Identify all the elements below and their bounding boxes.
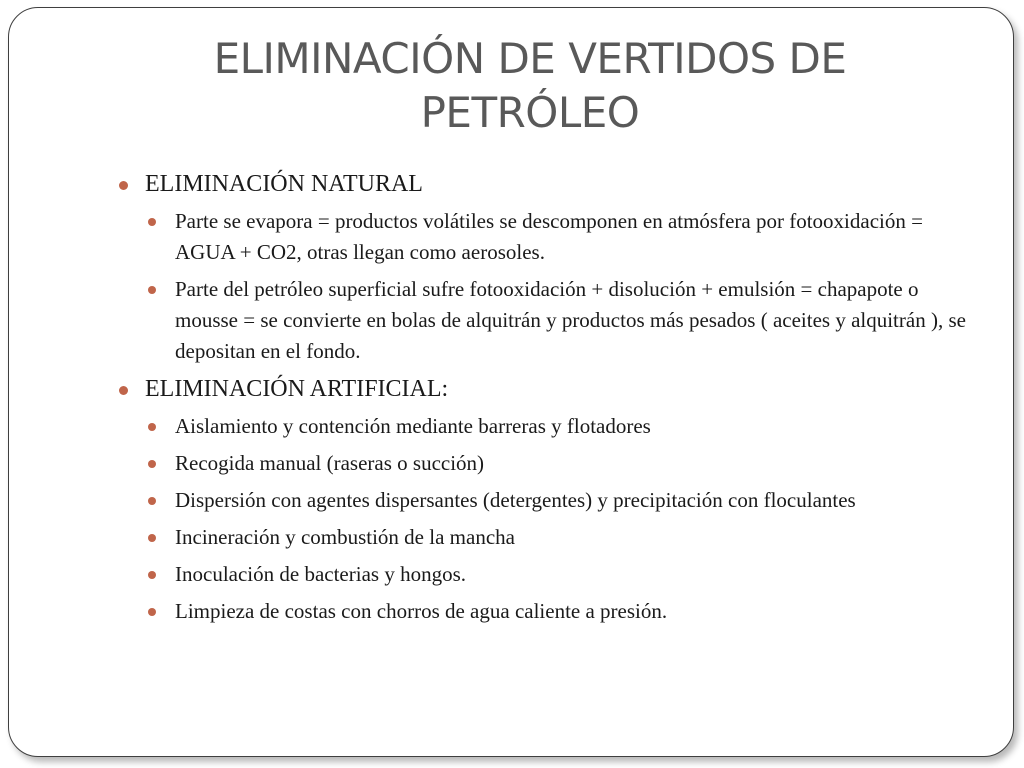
sub-bullet-item xyxy=(118,522,978,553)
sub-bullet-text: Recogida manual (raseras o succión) xyxy=(175,451,485,475)
section-item xyxy=(118,168,978,200)
bullet-dot-icon xyxy=(148,423,156,431)
sub-bullet-text: Parte se evapora = productos volátiles se descomponen en atmósfera por fotooxidación = AGUA + CO2, otras llegan como aerosoles. xyxy=(175,209,923,264)
sub-bullet-item xyxy=(118,411,978,442)
slide-body xyxy=(118,166,978,633)
bullet-dot-icon xyxy=(148,460,156,468)
slide-title xyxy=(150,32,910,140)
bullet-dot-icon xyxy=(148,218,156,226)
sub-bullet-text: Inoculación de bacterias y hongos. xyxy=(175,562,466,586)
sub-bullet-item xyxy=(118,596,978,627)
bullet-sections xyxy=(118,168,978,627)
section-heading: ELIMINACIÓN NATURAL xyxy=(145,171,423,197)
bullet-dot-icon xyxy=(148,571,156,579)
section-heading: ELIMINACIÓN ARTIFICIAL: xyxy=(145,376,449,402)
bullet-dot-icon xyxy=(148,286,156,294)
sub-bullet-text: Incineración y combustión de la mancha xyxy=(175,525,515,549)
bullet-dot-icon xyxy=(148,534,156,542)
slide-title-line: PETRÓLEO xyxy=(420,88,640,137)
sub-bullet-text: Limpieza de costas con chorros de agua caliente a presión. xyxy=(175,599,668,623)
sub-bullet-item xyxy=(118,274,978,367)
bullet-dot-icon xyxy=(119,386,128,395)
bullet-dot-icon xyxy=(119,181,128,190)
sub-bullet-text: Dispersión con agentes dispersantes (detergentes) y precipitación con floculantes xyxy=(175,488,856,512)
sub-bullet-item xyxy=(118,206,978,268)
section-item xyxy=(118,373,978,405)
bullet-dot-icon xyxy=(148,497,156,505)
sub-bullet-item xyxy=(118,448,978,479)
sub-bullet-item xyxy=(118,559,978,590)
sub-bullet-text: Aislamiento y contención mediante barreras y flotadores xyxy=(175,414,651,438)
sub-bullet-item xyxy=(118,485,978,516)
sub-bullet-text: Parte del petróleo superficial sufre fotooxidación + disolución + emulsión = chapapote o mousse = se convierte en bolas de alquitrán y productos más pesados ( aceites y alquitrán ), se depositan en el fondo. xyxy=(175,277,966,363)
bullet-dot-icon xyxy=(148,608,156,616)
slide-title-line: ELIMINACIÓN DE VERTIDOS DE xyxy=(213,34,847,83)
